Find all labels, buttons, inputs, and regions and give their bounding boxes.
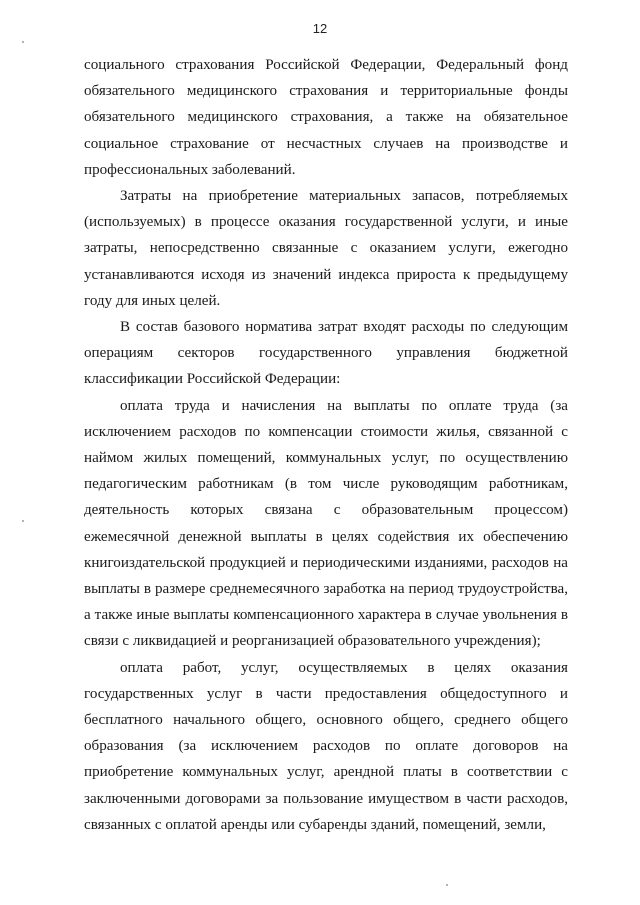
scan-speck xyxy=(446,884,448,886)
scan-speck xyxy=(22,41,24,43)
paragraph-insurance-funds: социального страхования Российской Федерации, Федеральный фонд обязательного медицинского страхования и территориальные фонды обязательного медицинского страхования, а также на обязательное социальное страхование от несчастных случаев на производстве и профессиональных заболеваний. xyxy=(84,57,568,178)
page-number: 12 xyxy=(312,21,328,36)
paragraph-base-norm: В состав базового норматива затрат входят расходы по следующим операциям секторов государственного управления бюджетной классификации Российской Федерации: xyxy=(84,319,568,388)
paragraph-material-costs: Затраты на приобретение материальных запасов, потребляемых (используемых) в процессе оказания государственной услуги, и иные затраты, непосредственно связанные с оказанием услуги, ежегодно устанавливаются исходя из значений индекса прироста к предыдущему году для иных целей. xyxy=(84,188,568,309)
paragraph-salary: оплата труда и начисления на выплаты по оплате труда (за исключением расходов по компенсации стоимости жилья, связанной с наймом жилых помещений, коммунальных услуг, по осуществлению педагогическим работникам (в том числе руководящим работникам, деятельность которых связана с образовательным процессом) ежемесячной денежной выплаты в целях содействия их обеспечению книгоиздательской продукцией и периодическими изданиями, расходов на выплаты в размере среднемесячного заработка на период трудоустройства, а также иные выплаты компенсационного характера в случае увольнения в связи с ликвидацией и реорганизацией образовательного учреждения); xyxy=(84,397,568,650)
scan-speck xyxy=(22,520,24,522)
document-body xyxy=(84,52,568,838)
paragraph-services: оплата работ, услуг, осуществляемых в целях оказания государственных услуг в части предоставления общедоступного и бесплатного начального общего, основного общего, среднего общего образования (за исключением расходов по оплате договоров на приобретение коммунальных услуг, арендной платы в соответствии с заключенными договорами за пользование имуществом в части расходов, связанных с оплатой аренды или субаренды зданий, помещений, земли, xyxy=(84,659,568,833)
